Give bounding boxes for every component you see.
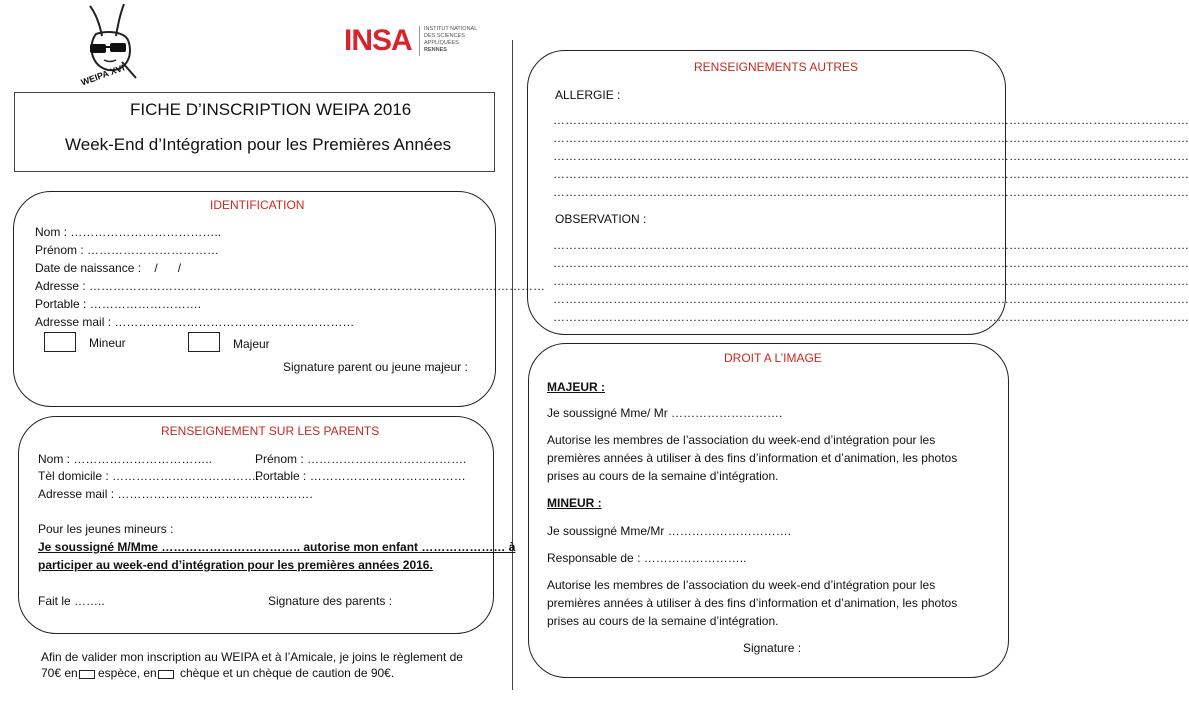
id-portable-field[interactable]: Portable : ……………………….	[35, 297, 202, 311]
dotted-line: ……………………………………………………………………………………………………………………………………………	[553, 274, 1189, 288]
id-adresse-field[interactable]: Adresse : ……………………………………………………………………………………………………	[35, 279, 546, 293]
weipa-mascot-logo	[78, 4, 148, 88]
parent-tel-field[interactable]: Tèl domicile : ………………………………..	[38, 469, 263, 483]
payment-espece-label: espèce, en	[98, 666, 157, 680]
id-prenom-field[interactable]: Prénom : ……………………………	[35, 243, 220, 257]
parent-portable-field[interactable]: Portable : …………………………………	[255, 469, 466, 483]
droit-signature-label: Signature :	[743, 641, 802, 655]
autorise-line: Autorise les membres de l’association du week-end d’intégration pour les	[547, 578, 936, 592]
insa-logo	[344, 24, 484, 60]
autorise-line: premières années à utiliser à des fins d’information et d’animation, les photos	[547, 596, 958, 610]
dotted-line: ……………………………………………………………………………………………………………………………………………	[553, 185, 1189, 199]
parent-nom-field[interactable]: Nom : ……………………………..	[38, 452, 213, 466]
autorise-line: prises au cours de la semaine d’intégration.	[547, 469, 779, 483]
jeunes-mineurs-label: Pour les jeunes mineurs :	[38, 522, 174, 536]
column-divider	[512, 40, 513, 690]
fait-le-field[interactable]: Fait le ……..	[38, 594, 105, 608]
id-mail-field[interactable]: Adresse mail : ……………………………………………………	[35, 315, 355, 329]
dotted-line: ……………………………………………………………………………………………………………………………………………	[553, 292, 1189, 306]
majeur-label: Majeur	[233, 337, 270, 351]
allergie-label: ALLERGIE :	[555, 88, 621, 102]
autorise-line: Autorise les membres de l’association du week-end d’intégration pour les	[547, 433, 936, 447]
insa-logo-name: INSA	[344, 24, 412, 57]
insa-tagline-4: RENNES	[424, 47, 447, 53]
payment-70-label: 70€ en	[41, 666, 78, 680]
droit-majeur-heading: MAJEUR :	[547, 380, 606, 394]
dotted-line: ……………………………………………………………………………………………………………………………………………	[553, 310, 1189, 324]
allergie-lines[interactable]	[553, 113, 1189, 203]
parents-signature-label: Signature des parents :	[268, 594, 393, 608]
id-signature-label: Signature parent ou jeune majeur :	[283, 360, 468, 374]
mineur-checkbox[interactable]	[44, 332, 76, 352]
droit-title: DROIT A L’IMAGE	[724, 351, 822, 365]
cheque-checkbox[interactable]	[158, 670, 174, 679]
majeur-soussigne-field[interactable]: Je soussigné Mme/ Mr ……………………….	[547, 406, 783, 420]
id-nom-field[interactable]: Nom : ………………………………..	[35, 225, 222, 239]
observation-lines[interactable]	[553, 238, 1189, 328]
dotted-line: ……………………………………………………………………………………………………………………………………………	[553, 113, 1189, 127]
payment-line-1: Afin de valider mon inscription au WEIPA et à l’Amicale, je joins le règlement de	[41, 650, 463, 664]
page-title: FICHE D’INSCRIPTION WEIPA 2016	[130, 100, 412, 119]
dotted-line: ……………………………………………………………………………………………………………………………………………	[553, 167, 1189, 181]
parents-title: RENSEIGNEMENT SUR LES PARENTS	[161, 424, 380, 438]
authorization-line-2: participer au week-end d’intégration pour les premières années 2016.	[38, 558, 433, 572]
autorise-line: premières années à utiliser à des fins d’information et d’animation, les photos	[547, 451, 958, 465]
majeur-autorise-text	[547, 431, 957, 485]
mineur-autorise-text	[547, 576, 957, 630]
insa-tagline-1: INSTITUT NATIONAL	[424, 26, 478, 32]
mineur-soussigne-field[interactable]: Je soussigné Mme/Mr ………………………….	[547, 524, 792, 538]
dotted-line: ……………………………………………………………………………………………………………………………………………	[553, 131, 1189, 145]
page-subtitle: Week-End d’Intégration pour les Premières Années	[65, 135, 452, 154]
payment-cheque-label: chèque et un chèque de caution de 90€.	[180, 666, 395, 680]
authorization-line-1[interactable]: Je soussigné M/Mme …………………………….. autorise mon enfant ………………… à	[38, 540, 516, 554]
autres-title: RENSEIGNEMENTS AUTRES	[694, 60, 859, 74]
observation-label: OBSERVATION :	[555, 212, 647, 226]
insa-tagline-3: APPLIQUÉES	[424, 40, 459, 46]
identification-title: IDENTIFICATION	[210, 198, 305, 212]
autorise-line: prises au cours de la semaine d’intégration.	[547, 614, 779, 628]
dotted-line: ……………………………………………………………………………………………………………………………………………	[553, 256, 1189, 270]
id-naissance-field[interactable]: Date de naissance : / /	[35, 261, 182, 275]
insa-tagline-2: DES SCIENCES	[424, 33, 465, 39]
mineur-label: Mineur	[89, 336, 126, 350]
dotted-line: ……………………………………………………………………………………………………………………………………………	[553, 238, 1189, 252]
mascot-text: WEIPA XVI	[79, 62, 126, 88]
espece-checkbox[interactable]	[79, 670, 95, 679]
parent-prenom-field[interactable]: Prénom : ………………………………….	[255, 452, 467, 466]
responsable-field[interactable]: Responsable de : ……………………..	[547, 551, 747, 565]
droit-mineur-heading: MINEUR :	[547, 496, 602, 510]
parent-mail-field[interactable]: Adresse mail : ………………………………………….	[38, 487, 313, 501]
dotted-line: ……………………………………………………………………………………………………………………………………………	[553, 149, 1189, 163]
majeur-checkbox[interactable]	[188, 332, 220, 352]
